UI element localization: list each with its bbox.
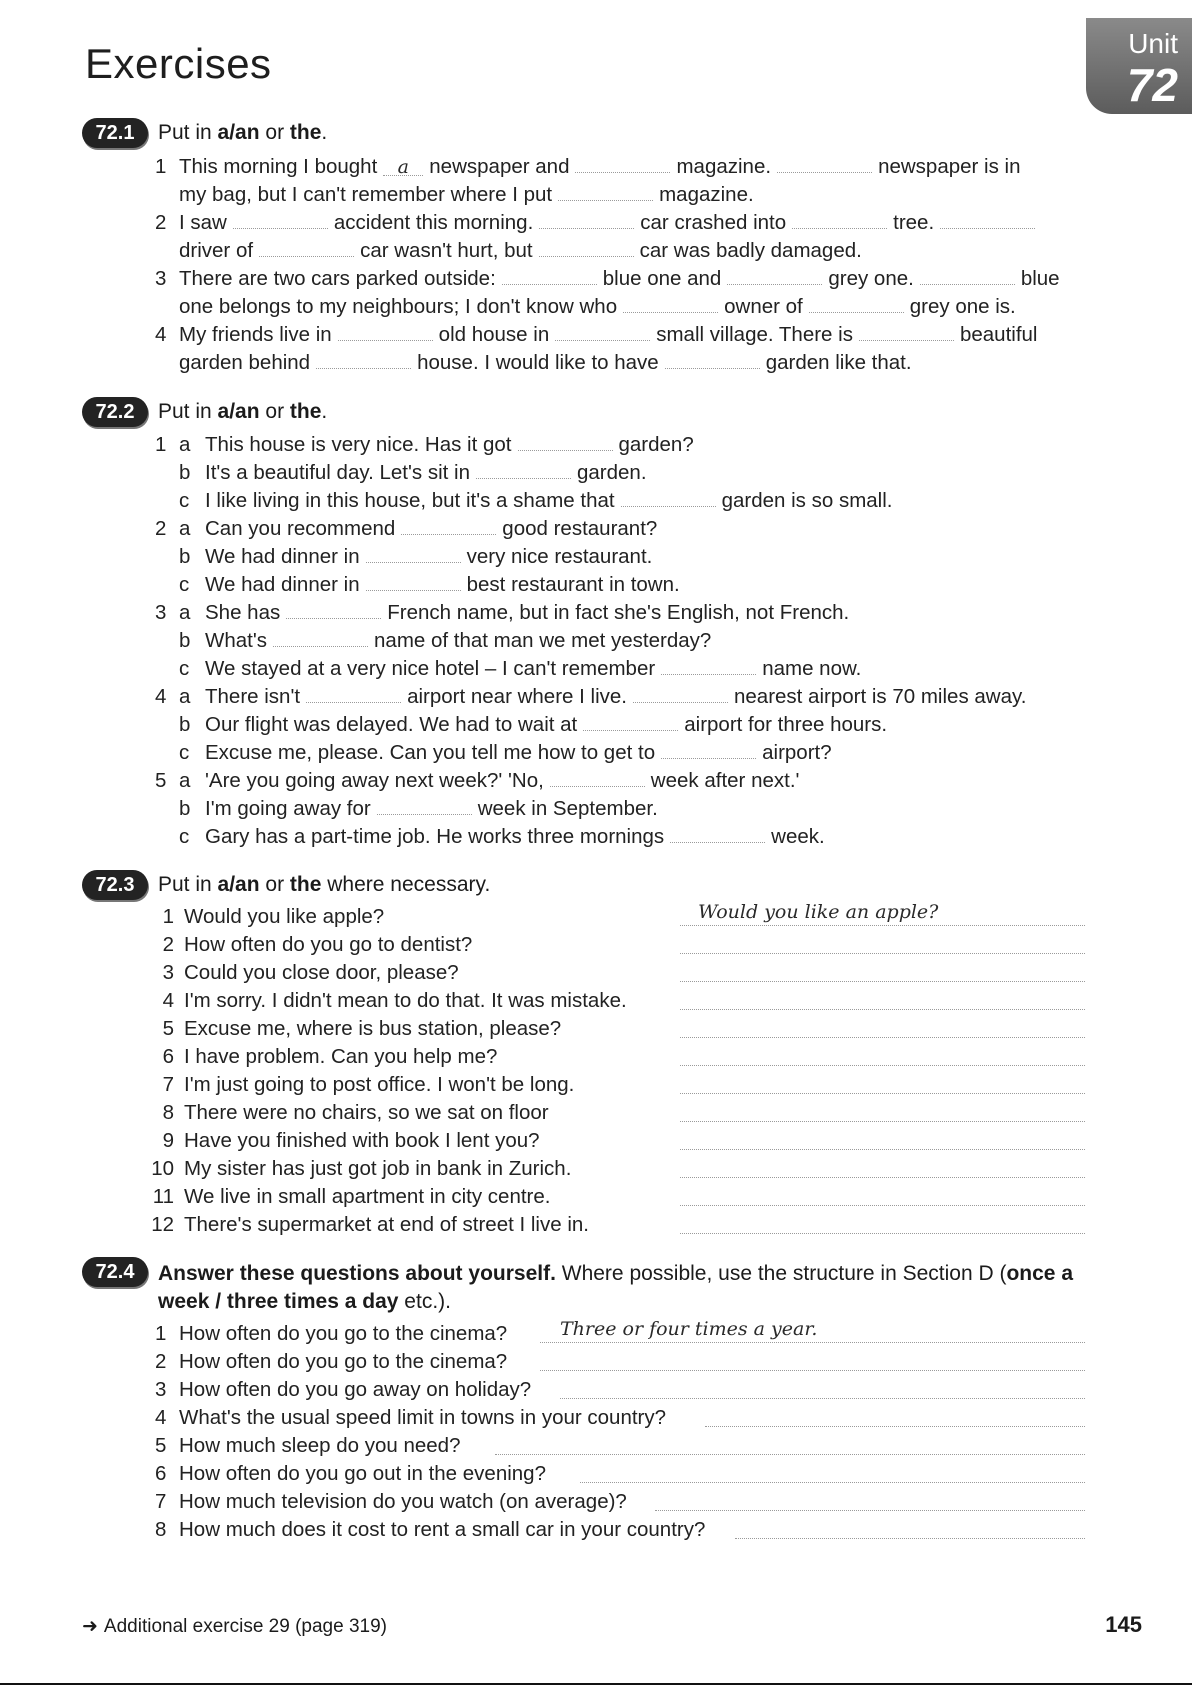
answer-blank[interactable] [518,432,613,451]
answer-line[interactable] [680,928,1085,954]
question-line: 5 How much sleep do you need? [155,1434,461,1457]
exercise-line: b It's a beautiful day. Let's sit in garden. [179,461,647,484]
question-line: 8 How much does it cost to rent a small car in your country? [155,1518,706,1541]
answer-line[interactable] [680,1096,1085,1122]
exercise-line: my bag, but I can't remember where I put magazine. [179,183,754,206]
exercise-line: 4 a There isn't airport near where I live. nearest airport is 70 miles away. [155,685,1027,708]
answer-blank[interactable] [575,154,670,173]
exercise-line: b I'm going away for week in September. [179,797,658,820]
question-line: 3 How often do you go away on holiday? [155,1378,532,1401]
answer-blank[interactable] [366,572,461,591]
exercise-line: one belongs to my neighbours; I don't know who owner of grey one is. [179,295,1016,318]
answer-blank[interactable] [623,294,718,313]
question-line: 7 I'm just going to post office. I won't be long. [162,1073,575,1096]
answer-blank[interactable] [286,600,381,619]
answer-blank[interactable] [665,350,760,369]
exercise-line: b We had dinner in very nice restaurant. [179,545,653,568]
question-line: 2 How often do you go to the cinema? [155,1350,508,1373]
answer-blank[interactable] [550,768,645,787]
exercise-instruction: Put in a/an or the where necessary. [158,873,491,896]
question-line: 4 I'm sorry. I didn't mean to do that. It was mistake. [162,989,627,1012]
answer-line[interactable] [495,1429,1085,1455]
answer-line[interactable] [655,1485,1085,1511]
question-line: 9 Have you finished with book I lent you? [162,1129,540,1152]
answer-blank[interactable] [306,684,401,703]
page-title: Exercises [85,40,272,87]
additional-exercise-link[interactable]: ➜ Additional exercise 29 (page 319) [82,1616,387,1637]
exercise-line: 2 a Can you recommend good restaurant? [155,517,658,540]
answer-line[interactable] [705,1401,1085,1427]
exercise-line: b What's name of that man we met yesterday? [179,629,712,652]
unit-number: 72 [1126,59,1178,111]
answer-blank[interactable] [338,322,433,341]
answer-line[interactable] [580,1457,1085,1483]
question-line: 1 How often do you go to the cinema? [155,1322,508,1345]
answer-line[interactable]: Three or four times a year. [540,1317,1085,1343]
exercise-badge: 72.1 [82,118,148,148]
exercise-line: 5 a 'Are you going away next week?' 'No, week after next.' [155,769,800,792]
exercise-badge: 72.2 [82,397,148,427]
answer-blank[interactable] [259,238,354,257]
answer-blank[interactable] [401,516,496,535]
question-line: 4 What's the usual speed limit in towns in your country? [155,1406,667,1429]
answer-line[interactable] [680,1180,1085,1206]
answer-blank[interactable] [940,210,1035,229]
answer-blank[interactable] [661,740,756,759]
answer-line[interactable] [680,956,1085,982]
exercise-line: 3 There are two cars parked outside: blue one and grey one. blue [155,267,1060,290]
answer-line[interactable] [540,1345,1085,1371]
answer-blank[interactable] [366,544,461,563]
answer-blank[interactable] [621,488,716,507]
answer-line[interactable] [680,1068,1085,1094]
answer-line[interactable]: Would you like an apple? [680,900,1085,926]
answer-blank[interactable] [233,210,328,229]
answer-blank[interactable] [539,210,634,229]
exercise-line: 2 I saw accident this morning. car crashed into tree. [155,210,1041,236]
answer-blank[interactable] [777,154,872,173]
answer-blank[interactable] [859,322,954,341]
unit-label: Unit [1128,28,1178,59]
exercise-line: c We stayed at a very nice hotel – I can't remember name now. [179,657,862,680]
question-line: 12 There's supermarket at end of street I live in. [151,1213,589,1236]
exercise-line: b Our flight was delayed. We had to wait at airport for three hours. [179,713,888,736]
answer-blank[interactable] [273,628,368,647]
exercise-line: 3 a She has French name, but in fact she's English, not French. [155,601,850,624]
answer-blank[interactable] [539,238,634,257]
page-number: 145 [1105,1612,1142,1637]
answer-blank[interactable] [633,684,728,703]
arrow-right-icon: ➜ [82,1616,98,1637]
answer-line[interactable] [735,1513,1085,1539]
question-line: 5 Excuse me, where is bus station, please? [162,1017,562,1040]
exercise-instruction: Put in a/an or the. [158,400,328,423]
answer-blank[interactable] [727,266,822,285]
exercise-line: c Excuse me, please. Can you tell me how to get to airport? [179,741,832,764]
exercise-line: c Gary has a part-time job. He works three mornings week. [179,825,825,848]
exercise-instruction: Put in a/an or the. [158,121,328,144]
answer-blank[interactable] [502,266,597,285]
question-line: 6 I have problem. Can you help me? [162,1045,498,1068]
question-line: 7 How much television do you watch (on average)? [155,1490,627,1513]
exercise-line: 4 My friends live in old house in small village. There is beautiful [155,323,1038,346]
exercise-line: c We had dinner in best restaurant in town. [179,573,680,596]
question-line: 6 How often do you go out in the evening? [155,1462,546,1485]
answer-line[interactable] [680,1040,1085,1066]
answer-blank[interactable] [583,712,678,731]
answer-blank[interactable] [670,824,765,843]
answer-blank[interactable] [661,656,756,675]
answer-blank[interactable] [792,210,887,229]
answer-line[interactable] [680,1012,1085,1038]
exercise-line: 1 This morning I bought a newspaper and magazine. newspaper is in [155,155,1021,178]
exercise-badge: 72.3 [82,870,148,900]
answer-blank[interactable] [558,182,653,201]
exercise-line: 1 a This house is very nice. Has it got garden? [155,433,694,456]
answer-blank[interactable] [555,322,650,341]
exercise-line: driver of car wasn't hurt, but car was badly damaged. [179,239,862,262]
answer-blank[interactable] [920,266,1015,285]
unit-tab [1086,18,1192,114]
question-line: 2 How often do you go to dentist? [162,933,473,956]
answer-line[interactable] [680,984,1085,1010]
answer-blank[interactable] [316,350,411,369]
answer-line[interactable] [560,1373,1085,1399]
exercise-badge: 72.4 [82,1257,148,1287]
answer-blank[interactable] [476,460,571,479]
answer-blank[interactable] [809,294,904,313]
answer-line[interactable] [680,1124,1085,1150]
answer-line[interactable] [680,1152,1085,1178]
answer-blank[interactable] [377,796,472,815]
question-line: 8 There were no chairs, so we sat on floor [162,1101,549,1124]
exercise-line: c I like living in this house, but it's a shame that garden is so small. [179,489,893,512]
question-line: 10 My sister has just got job in bank in Zurich. [151,1157,572,1180]
exercise-line: garden behind house. I would like to have garden like that. [179,351,912,374]
question-line: 1 Would you like apple? [162,905,385,928]
answer-line[interactable] [680,1208,1085,1234]
answer-blank[interactable]: a [383,157,423,176]
question-line: 3 Could you close door, please? [162,961,459,984]
question-line: 11 We live in small apartment in city centre. [152,1185,551,1208]
exercise-instruction: Answer these questions about yourself. Where possible, use the structure in Section D (once a week / three times a day etc.). [158,1262,1073,1313]
